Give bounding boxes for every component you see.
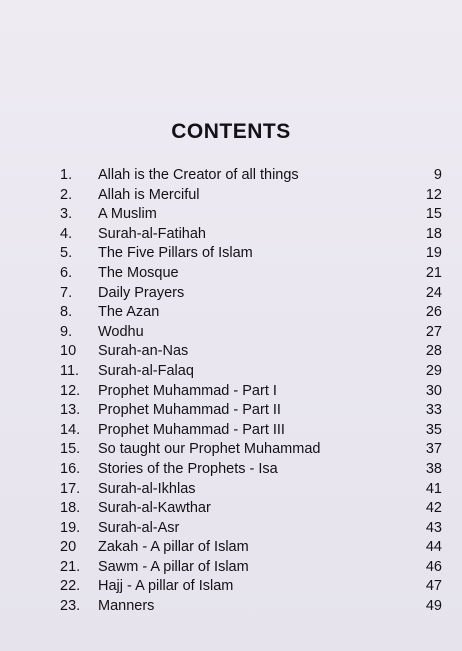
toc-entry-number: 2.: [60, 186, 73, 203]
toc-entry-title: Prophet Muhammad - Part III: [98, 421, 285, 438]
toc-entry: [60, 558, 448, 578]
toc-entry-number: 20: [60, 539, 77, 556]
toc-entry-title: Surah-al-Asr: [98, 519, 180, 536]
table-of-contents: [60, 166, 448, 617]
toc-entry-title: So taught our Prophet Muhammad: [98, 441, 321, 458]
toc-entry: [60, 186, 448, 206]
toc-entry: [60, 166, 448, 186]
toc-entry: [60, 421, 448, 441]
toc-entry-page: 30: [425, 382, 442, 399]
toc-entry: [60, 342, 448, 362]
toc-entry: [60, 577, 448, 597]
toc-entry-number: 19.: [60, 519, 81, 536]
toc-entry: [60, 499, 448, 519]
toc-entry-page: 9: [433, 167, 442, 183]
toc-entry-page: 46: [425, 558, 442, 575]
toc-entry-page: 18: [425, 225, 442, 242]
toc-entry-title: Surah-al-Falaq: [98, 362, 194, 379]
toc-entry-page: 41: [425, 480, 442, 497]
toc-entry-page: 42: [425, 500, 442, 517]
toc-entry-page: 44: [425, 539, 442, 556]
toc-entry-number: 15.: [60, 441, 81, 458]
toc-entry-title: Sawm - A pillar of Islam: [98, 558, 249, 575]
toc-entry-page: 12: [425, 186, 442, 203]
toc-entry-page: 15: [425, 206, 442, 223]
toc-entry: [60, 244, 448, 264]
toc-entry-title: Prophet Muhammad - Part II: [98, 402, 281, 419]
toc-entry-number: 9.: [60, 323, 73, 340]
toc-entry-page: 38: [425, 460, 442, 477]
toc-entry-title: Surah-al-Kawthar: [98, 500, 211, 517]
toc-entry: [60, 362, 448, 382]
toc-entry-page: 37: [425, 441, 442, 458]
toc-entry-title: Zakah - A pillar of Islam: [98, 539, 249, 556]
toc-entry-title: Surah-an-Nas: [98, 343, 189, 360]
toc-entry: [60, 519, 448, 539]
page-title: CONTENTS: [171, 120, 291, 143]
toc-entry-title: Daily Prayers: [98, 284, 185, 301]
toc-entry-title: Prophet Muhammad - Part I: [98, 382, 277, 399]
toc-entry-number: 12.: [60, 382, 81, 399]
toc-entry-number: 10: [60, 343, 77, 360]
toc-entry-title: Hajj - A pillar of Islam: [98, 578, 234, 595]
toc-entry-number: 3.: [60, 206, 73, 223]
toc-entry-number: 8.: [60, 304, 73, 321]
toc-entry-number: 1.: [60, 167, 73, 183]
toc-entry-number: 13.: [60, 402, 81, 419]
toc-entry-title: Manners: [98, 598, 155, 615]
toc-entry-number: 22.: [60, 578, 81, 595]
toc-entry-page: 24: [425, 284, 442, 301]
toc-entry-title: Surah-al-Fatihah: [98, 225, 206, 242]
toc-entry-title: Stories of the Prophets - Isa: [98, 460, 278, 477]
toc-entry-number: 14.: [60, 421, 81, 438]
toc-entry-title: Allah is Merciful: [98, 186, 200, 203]
toc-entry-number: 6.: [60, 264, 73, 281]
toc-entry: [60, 538, 448, 558]
toc-entry-page: 35: [425, 421, 442, 438]
toc-entry: [60, 480, 448, 500]
toc-entry-number: 17.: [60, 480, 81, 497]
toc-entry-title: Allah is the Creator of all things: [98, 167, 299, 183]
toc-entry: [60, 440, 448, 460]
toc-entry-page: 43: [425, 519, 442, 536]
toc-entry-title: Surah-al-Ikhlas: [98, 480, 196, 497]
toc-entry-number: 5.: [60, 245, 73, 262]
toc-entry-title: The Azan: [98, 304, 160, 321]
toc-entry-title: Wodhu: [98, 323, 144, 340]
toc-entry-page: 49: [425, 598, 442, 615]
toc-entry: [60, 225, 448, 245]
toc-entry-page: 27: [425, 323, 442, 340]
toc-entry: [60, 303, 448, 323]
toc-entry-number: 7.: [60, 284, 73, 301]
toc-entry: [60, 382, 448, 402]
toc-entry-number: 4.: [60, 225, 73, 242]
toc-entry-page: 47: [425, 578, 442, 595]
toc-entry: [60, 401, 448, 421]
toc-entry-page: 28: [425, 343, 442, 360]
toc-entry-page: 33: [425, 402, 442, 419]
toc-entry-number: 11.: [60, 362, 80, 379]
toc-entry-page: 26: [425, 304, 442, 321]
toc-entry: [60, 264, 448, 284]
toc-entry-page: 19: [425, 245, 442, 262]
toc-entry-number: 21.: [60, 558, 81, 575]
toc-entry: [60, 597, 448, 617]
toc-entry-number: 16.: [60, 460, 81, 477]
toc-entry: [60, 460, 448, 480]
toc-entry-number: 18.: [60, 500, 81, 517]
toc-entry: [60, 323, 448, 343]
toc-entry-title: The Five Pillars of Islam: [98, 245, 253, 262]
toc-entry-number: 23.: [60, 598, 81, 615]
toc-entry-title: The Mosque: [98, 264, 179, 281]
toc-entry-title: A Muslim: [98, 206, 157, 223]
toc-entry: [60, 284, 448, 304]
toc-entry: [60, 205, 448, 225]
toc-entry-page: 21: [425, 264, 442, 281]
toc-entry-page: 29: [425, 362, 442, 379]
